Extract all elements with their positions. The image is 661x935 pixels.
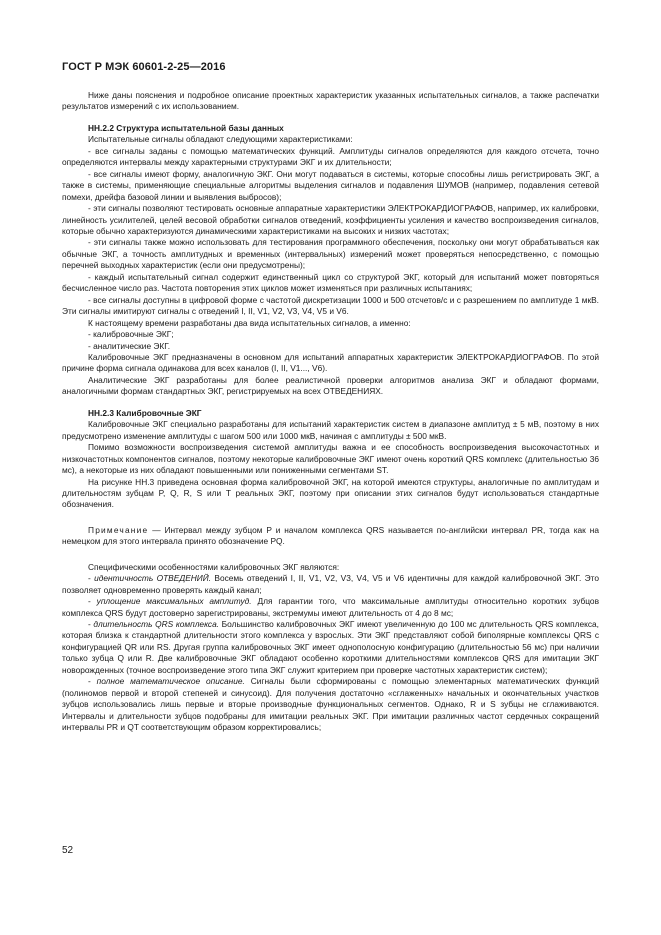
- page-number: 52: [62, 845, 74, 856]
- section-title-hh23: НН.2.3 Калибровочные ЭКГ: [88, 407, 202, 418]
- standard-header: ГОСТ Р МЭК 60601-2-25—2016: [62, 61, 226, 73]
- section-title-hh22: НН.2.2 Структура испытательной базы данных: [88, 122, 284, 133]
- note-label: Примечание: [88, 524, 149, 535]
- note-paragraph: [62, 525, 599, 548]
- paragraph: Калибровочные ЭКГ специально разработаны для испытаний характеристик систем в диапазоне амплитуд ± 5 мВ, поэтому в них предусмотрено изменение амплитуды с шагом 500 или 1000 мкВ, начиная с амплитуды ± 500 мкВ.: [62, 419, 599, 441]
- list-item: - аналитические ЭКГ.: [88, 340, 171, 351]
- feature-term: длительность QRS комплекса.: [93, 619, 220, 630]
- calibration-ecg-paragraph: Калибровочные ЭКГ предназначены в основном для испытаний аппаратных характеристик ЭЛЕКТРОКАРДИОГРАФОВ. По этой причине форма сигнала одинакова для всех каналов (I, II, V1..., V6).: [62, 351, 599, 374]
- feature-text: Восемь отведений I, II, V1, V2, V3, V4, V5 и V6 идентичны для каждой калибровочной ЭКГ. Это позволяет одновременно проверять каждый канал;: [62, 573, 599, 595]
- feature-item: - длительность QRS комплекса. Большинство калибровочных ЭКГ имеют увеличенную до 100 мс длительность QRS комплекса, которая близка к стандартной длительности этого комплекса у взрослых. Эти ЭКГ представляют собой биполярные комплексы QRS с конфигурацией QR или RS. Другая группа калибровочных ЭКГ имеет однополосную конфигурацию (длительностью 56 мс) при наличии только зубца Q или R. Две калибровочные ЭКГ обладают особенно короткими длительностями комплексов QRS для имитации ЭКГ новорожденных (точное воспроизведение этого типа ЭКГ служит критерием при проверке частотных характеристик систем);: [62, 619, 599, 675]
- feature-term: идентичность ОТВЕДЕНИЙ.: [94, 573, 212, 584]
- feature-term: уплощение максимальных амплитуд.: [96, 596, 252, 607]
- list-item: - все сигналы доступны в цифровой форме с частотой дискретизации 1000 и 500 отсчетов/с и с разрешением по амплитуде 1 мкВ. Эти сигналы имитируют сигналы с отведений I, II, V1, V2, V3, V4, V5 и V6.: [62, 294, 599, 317]
- note-text: — Интервал между зубцом P и началом комплекса QRS называется по-английски интервал PR, тогда как на немецком для этого интервала принято обозначение PQ.: [62, 524, 599, 547]
- paragraph: На рисунке НН.3 приведена основная форма калибровочной ЭКГ, на которой имеются структуры, аналогичные по амплитудам и длительностям зубцам P, Q, R, S или T реальных ЭКГ, поэтому при описании этих сигналов будут использоваться стандартные обозначения.: [62, 476, 599, 510]
- paragraph: Помимо возможности воспроизведения системой амплитуды важна и ее способность воспроизведения высокочастотных и низкочастотных компонентов сигналов, поэтому некоторые калибровочные ЭКГ имеют очень короткий QRS комплекс (длительностью 36 мс), а некоторые из них обладают повышенными или пониженными сегментами ST.: [62, 442, 599, 476]
- feature-item: - идентичность ОТВЕДЕНИЙ. Восемь отведений I, II, V1, V2, V3, V4, V5 и V6 идентичны для каждой калибровочной ЭКГ. Это позволяет одновременно проверять каждый канал;: [62, 573, 599, 595]
- list-item: - эти сигналы также можно использовать для тестирования программного обеспечения, поскольку они могут обрабатываться как обычные ЭКГ, а точность амплитудных и временных (интервальных) измерений может проверяться непосредственно, с помощью перечней выходных характеристик (если они предусмотрены);: [62, 237, 599, 271]
- list-item: - каждый испытательный сигнал содержит единственный цикл со структурой ЭКГ, который для испытаний может повторяться бесчисленное число раз. Частота повторения этих циклов может изменяться при различных испытаниях;: [62, 271, 599, 294]
- kinds-lead: К настоящему времени разработаны два вида испытательных сигналов, а именно:: [88, 317, 411, 328]
- feature-item: - уплощение максимальных амплитуд. Для гарантии того, что максимальные амплитуды относительно коротких зубцов комплекса QRS будут достоверно зарегистрированы, экстремумы имеют длительность от 4 до 8 мс;: [62, 596, 599, 618]
- feature-text: Для гарантии того, что максимальные амплитуды относительно коротких зубцов комплекса QRS будут достоверно зарегистрированы, экстремумы имеют длительность от 4 до 8 мс;: [62, 596, 599, 618]
- feature-item: - полное математическое описание. Сигналы были сформированы с помощью элементарных математических функций (полиномов первой и второй степеней и синусоид). Для получения достаточно «сглаженных» начальных и окончательных участков зубцов использовались лишь первые и вторые производные функциональных сегментов. Однако, R и S зубцы не сглаживаются. Интервалы и длительности зубцов подобраны для имитации реальных ЭКГ. При имитации различных частот сердечных сокращений интервалы PR и QT соответствующим образом корректировались;: [62, 676, 599, 733]
- characteristics-lead: Испытательные сигналы обладают следующими характеристиками:: [88, 134, 353, 145]
- intro-paragraph: Ниже даны пояснения и подробное описание проектных характеристик указанных испытательных сигналов, а также распечатки результатов измерений с их использованием.: [62, 90, 599, 112]
- body-text: [62, 90, 599, 734]
- list-item: - все сигналы заданы с помощью математических функций. Амплитуды сигналов определяются для каждого отсчета, точно определяются интервалы между характерными структурами ЭКГ и их длительности;: [62, 145, 599, 168]
- feature-text: Большинство калибровочных ЭКГ имеют увеличенную до 100 мс длительность QRS комплекса, которая близка к стандартной длительности этого комплекса у взрослых. Эти ЭКГ представляют собой биполярные комплексы QRS с конфигурацией QR или RS. Другая группа калибровочных ЭКГ имеет однополосную конфигурацию (длительностью 56 мс) при наличии только зубца Q или R. Две калибровочные ЭКГ обладают особенно короткими длительностями комплексов QRS для имитации ЭКГ новорожденных (точное воспроизведение этого типа ЭКГ служит критерием при проверке частотных характеристик систем);: [62, 619, 599, 675]
- list-item: - калибровочные ЭКГ;: [88, 329, 174, 340]
- features-lead: Специфическими особенностями калибровочных ЭКГ являются:: [88, 561, 340, 572]
- feature-term: полное математическое описание.: [96, 676, 245, 687]
- list-item: - эти сигналы позволяют тестировать основные аппаратные характеристики ЭЛЕКТРОКАРДИОГРАФОВ, например, их калибровки, линейность усилителей, целей весовой обработки сигналов отведений, коэффициенты усиления и качество воспроизведения сигналов, которые обычно характеризуются динамическими характеристиками на высоких и низких частотах;: [62, 203, 599, 236]
- list-item: - все сигналы имеют форму, аналогичную ЭКГ. Они могут подаваться в системы, которые способны лишь регистрировать ЭКГ, а также в системы, применяющие специальные алгоритмы выделения сигналов и подавления ШУМОВ (например, подавления сетевой помехи, дрейфа базовой линии и выявления выбросов);: [62, 168, 599, 202]
- analytic-ecg-paragraph: Аналитические ЭКГ разработаны для более реалистичной проверки алгоритмов анализа ЭКГ и обладают формами, аналогичными формам стандартных ЭКГ, регистрируемых на всех ОТВЕДЕНИЯХ.: [62, 374, 599, 397]
- feature-text: Сигналы были сформированы с помощью элементарных математических функций (полиномов первой и второй степеней и синусоид). Для получения достаточно «сглаженных» начальных и окончательных участков зубцов использовались лишь первые и вторые производные функциональных сегментов. Однако, R и S зубцы не сглаживаются. Интервалы и длительности зубцов подобраны для имитации реальных ЭКГ. При имитации различных частот сердечных сокращений интервалы PR и QT соответствующим образом корректировались;: [62, 676, 599, 733]
